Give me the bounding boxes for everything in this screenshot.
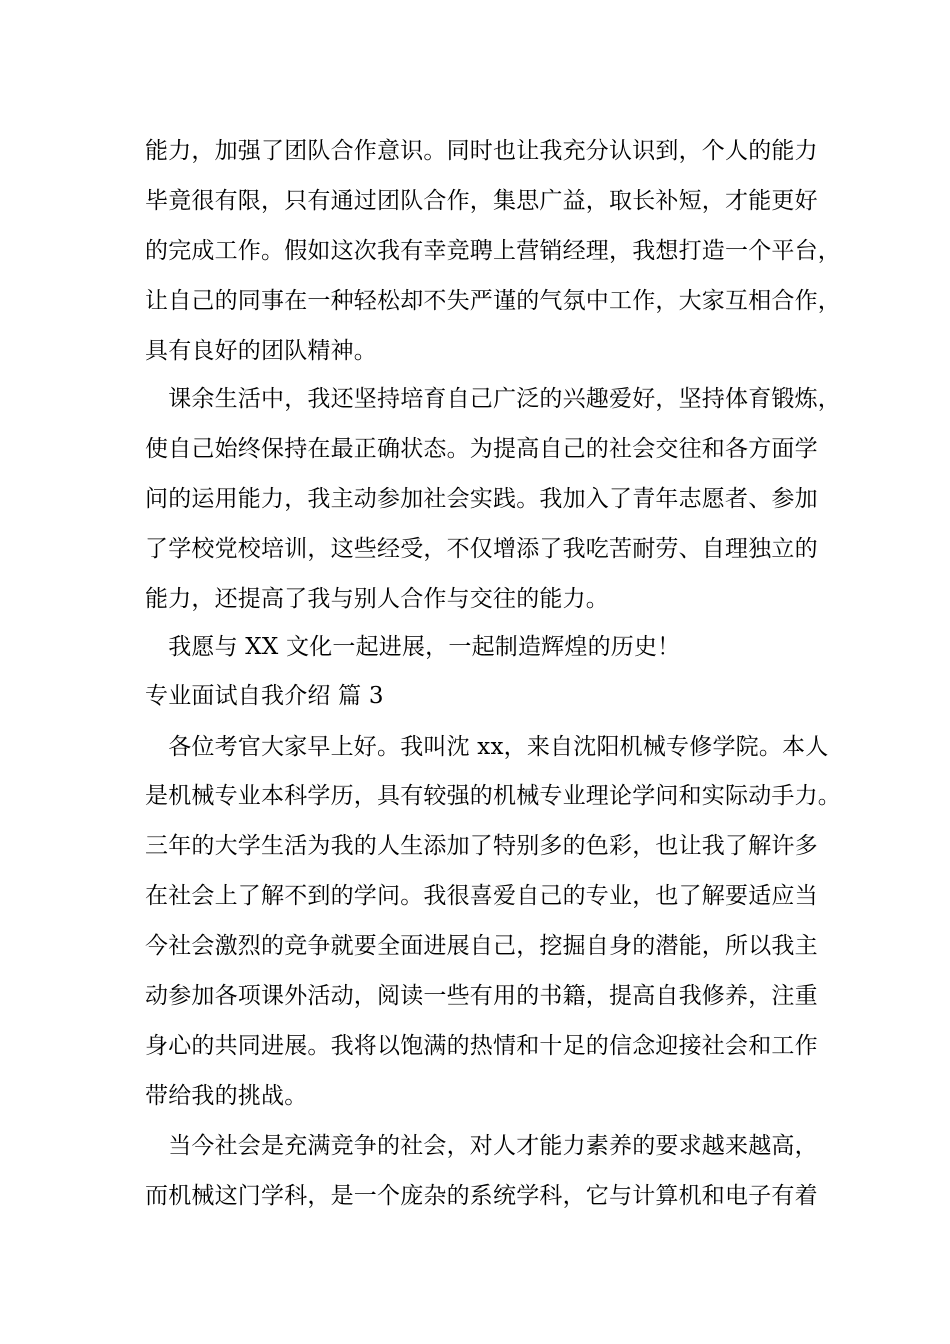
text-line: 让自己的同事在一种轻松却不失严谨的气氛中工作，大家互相合作， [145, 288, 841, 314]
text-line: 毕竟很有限，只有通过团队合作，集思广益，取长补短，才能更好 [145, 188, 818, 214]
text-line: 能力，加强了团队合作意识。同时也让我充分认识到，个人的能力 [145, 138, 818, 164]
text-line: 三年的大学生活为我的人生添加了特别多的色彩，也让我了解许多 [145, 833, 818, 859]
text-line: 问的运用能力，我主动参加社会实践。我加入了青年志愿者、参加 [145, 486, 818, 512]
text-line: 带给我的挑战。 [145, 1083, 308, 1109]
text-line: 具有良好的团队精神。 [145, 338, 377, 364]
text-line: 使自己始终保持在最正确状态。为提高自己的社会交往和各方面学 [145, 436, 818, 462]
section-heading: 专业面试自我介绍 篇 3 [145, 683, 384, 709]
text-line: 身心的共同进展。我将以饱满的热情和十足的信念迎接社会和工作 [145, 1033, 818, 1059]
text-line: 而机械这门学科，是一个庞杂的系统学科，它与计算机和电子有着 [145, 1183, 818, 1209]
text-line: 在社会上了解不到的学问。我很喜爱自己的专业，也了解要适应当 [145, 883, 818, 909]
text-line: 动参加各项课外活动，阅读一些有用的书籍，提高自我修养，注重 [145, 983, 818, 1009]
text-line: 课余生活中，我还坚持培育自己广泛的兴趣爱好，坚持体育锻炼， [145, 386, 841, 412]
text-line: 今社会激烈的竞争就要全面进展自己，挖掘自身的潜能，所以我主 [145, 933, 818, 959]
text-line: 我愿与 XX 文化一起进展，一起制造辉煌的历史！ [145, 634, 681, 660]
text-line: 是机械专业本科学历，具有较强的机械专业理论学问和实际动手力。 [145, 783, 841, 809]
text-line: 各位考官大家早上好。我叫沈 xx，来自沈阳机械专修学院。本人 [145, 734, 829, 760]
text-line: 当今社会是充满竞争的社会，对人才能力素养的要求越来越高， [145, 1133, 818, 1159]
text-line: 能力，还提高了我与别人合作与交往的能力。 [145, 586, 609, 612]
text-line: 了学校党校培训，这些经受，不仅增添了我吃苦耐劳、自理独立的 [145, 536, 818, 562]
text-line: 的完成工作。假如这次我有幸竞聘上营销经理，我想打造一个平台， [145, 238, 841, 264]
